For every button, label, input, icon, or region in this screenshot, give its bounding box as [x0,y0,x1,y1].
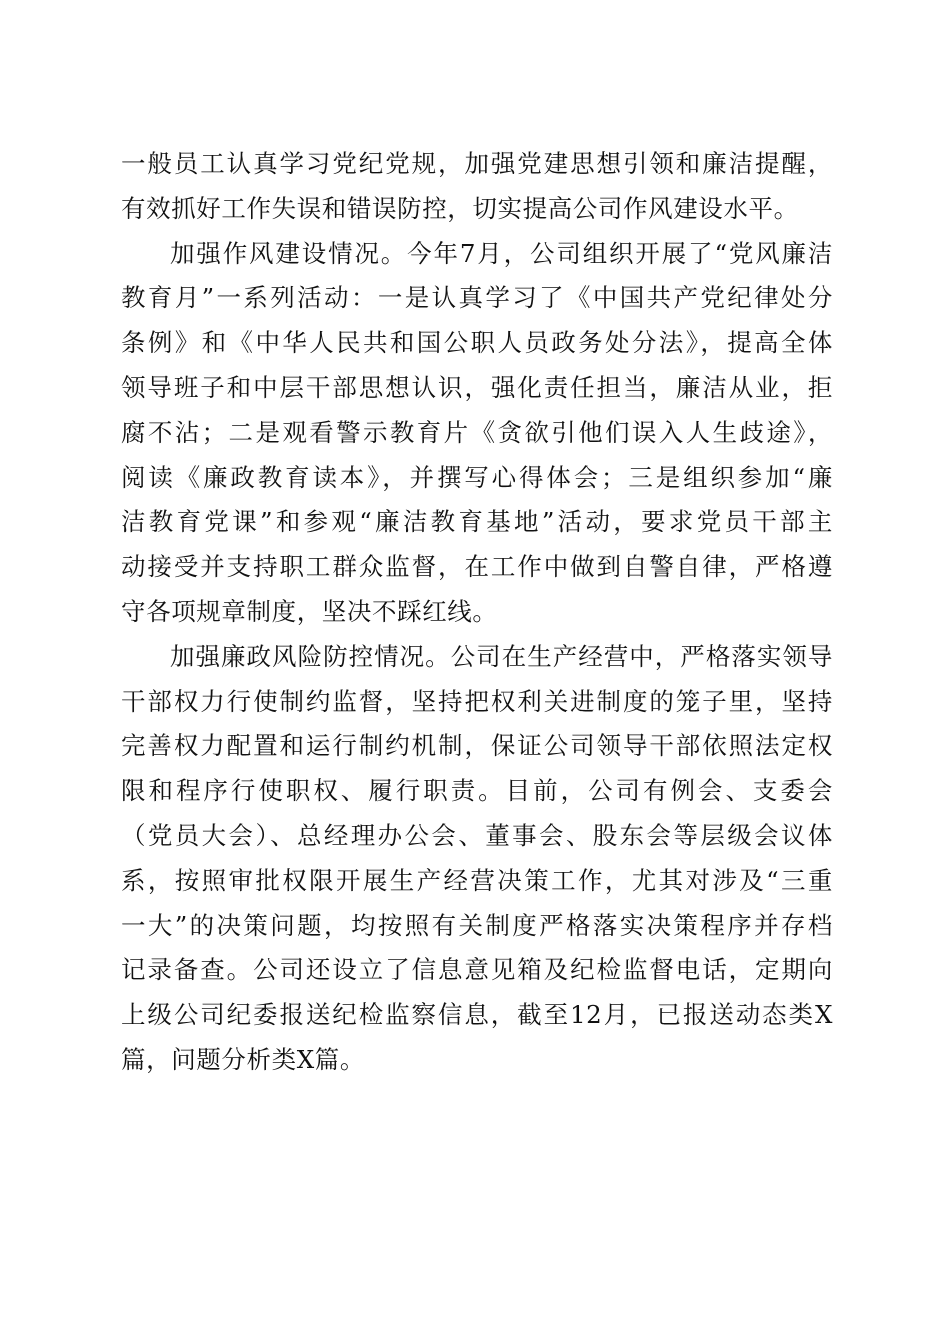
text-line: 加强廉政风险防控情况。公司在生产经营中，严格落实领导 [170,641,833,671]
text-line: （党员大会）、总经理办公会、董事会、股东会等层级会议体 [121,820,833,850]
text-line: 干部权力行使制约监督，坚持把权利关进制度的笼子里，坚持 [121,686,833,716]
text-line: 完善权力配置和运行制约机制，保证公司领导干部依照法定权 [121,731,833,761]
text-line: 阅读《廉政教育读本》，并撰写心得体会；三是组织参加“廉 [121,462,833,492]
paragraph-1 [121,142,833,232]
text-line: 教育月”一系列活动：一是认真学习了《中国共产党纪律处分 [121,283,833,313]
text-line: 上级公司纪委报送纪检监察信息，截至12月，已报送动态类X [121,1000,833,1030]
document-body [121,142,833,1083]
text-line: 条例》和《中华人民共和国公职人员政务处分法》，提高全体 [121,328,833,358]
text-line: 系，按照审批权限开展生产经营决策工作，尤其对涉及“三重 [121,865,833,895]
text-line: 限和程序行使职权、履行职责。目前，公司有例会、支委会 [121,776,833,806]
text-line: 篇，问题分析类X篇。 [121,1044,365,1074]
text-line: 记录备查。公司还设立了信息意见箱及纪检监督电话，定期向 [121,955,833,985]
text-line: 守各项规章制度，坚决不踩红线。 [121,596,498,626]
text-line: 有效抓好工作失误和错误防控，切实提高公司作风建设水平。 [121,193,799,223]
text-line: 一大”的决策问题，均按照有关制度严格落实决策程序并存档 [121,910,833,940]
text-line: 加强作风建设情况。今年7月，公司组织开展了“党风廉洁 [170,238,833,268]
text-line: 洁教育党课”和参观“廉洁教育基地”活动，要求党员干部主 [121,507,833,537]
paragraph-3 [121,635,833,1083]
text-line: 一般员工认真学习党纪党规，加强党建思想引领和廉洁提醒， [121,149,833,178]
paragraph-2 [121,232,833,635]
text-line: 领导班子和中层干部思想认识，强化责任担当，廉洁从业，拒 [121,372,833,402]
text-line: 腐不沾；二是观看警示教育片《贪欲引他们误入人生歧途》， [121,417,833,447]
text-line: 动接受并支持职工群众监督，在工作中做到自警自律，严格遵 [121,552,833,582]
